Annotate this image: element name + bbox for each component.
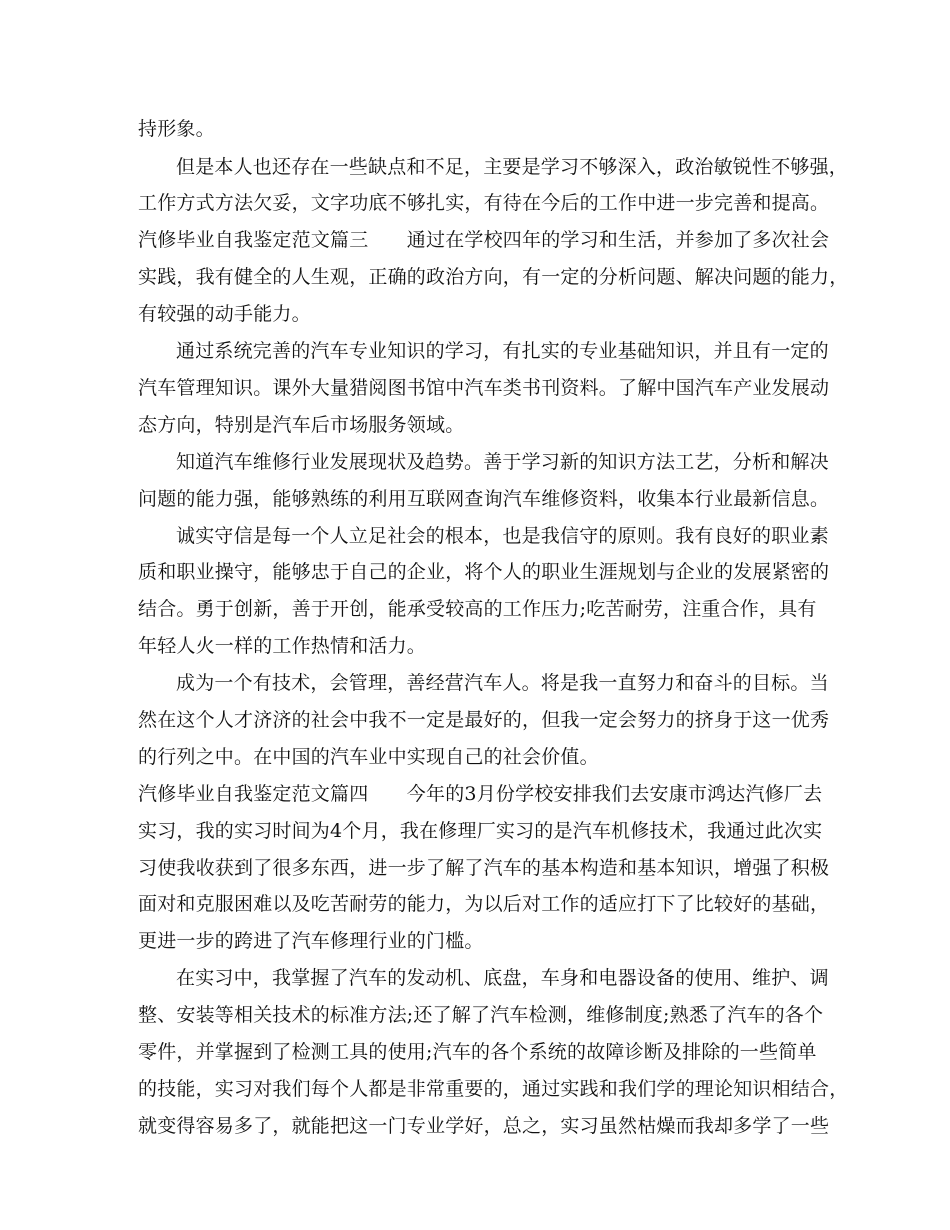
text-line: 实习，我的实习时间为4个月，我在修理厂实习的是汽车机修技术，我通过此次实 <box>138 820 823 842</box>
text-line: 更进一步的跨进了汽车修理行业的门槛。 <box>138 930 484 952</box>
text-line: 实践，我有健全的人生观，正确的政治方向，有一定的分析问题、解决问题的能力， <box>138 266 849 288</box>
text-line: 整、安装等相关技术的标准方法;还了解了汽车检测，维修制度;熟悉了汽车的各个 <box>138 1004 824 1026</box>
text-line: 汽车管理知识。课外大量猎阅图书馆中汽车类书刊资料。了解中国汽车产业发展动 <box>138 377 830 399</box>
text-line: 汽修毕业自我鉴定范文篇三 通过在学校四年的学习和生活，并参加了多次社会 <box>138 229 830 251</box>
text-line: 诚实守信是每一个人立足社会的根本，也是我信守的原则。我有良好的职业素 <box>176 525 829 547</box>
text-line: 态方向，特别是汽车后市场服务领域。 <box>138 414 465 436</box>
text-line: 在实习中，我掌握了汽车的发动机、底盘，车身和电器设备的使用、维护、调 <box>176 967 829 989</box>
text-line: 质和职业操守，能够忠于自己的企业，将个人的职业生涯规划与企业的发展紧密的 <box>138 561 830 583</box>
text-line: 的行列之中。在中国的汽车业中实现自己的社会价值。 <box>138 746 599 768</box>
text-line: 问题的能力强，能够熟练的利用互联网查询汽车维修资料，收集本行业最新信息。 <box>138 488 830 510</box>
text-line: 但是本人也还存在一些缺点和不足，主要是学习不够深入，政治敏锐性不够强， <box>176 156 849 178</box>
text-line: 面对和克服困难以及吃苦耐劳的能力，为以后对工作的适应打下了比较好的基础， <box>138 893 830 915</box>
text-line: 零件，并掌握到了检测工具的使用;汽车的各个系统的故障诊断及排除的一些简单 <box>138 1041 817 1063</box>
text-line: 工作方式方法欠妥，文字功底不够扎实，有待在今后的工作中进一步完善和提高。 <box>138 192 830 214</box>
text-line: 有较强的动手能力。 <box>138 303 311 325</box>
text-line: 的技能，实习对我们每个人都是非常重要的，通过实践和我们学的理论知识相结合， <box>138 1078 849 1100</box>
text-line: 然在这个人才济济的社会中我不一定是最好的，但我一定会努力的挤身于这一优秀 <box>138 709 830 731</box>
text-line: 知道汽车维修行业发展现状及趋势。善于学习新的知识方法工艺，分析和解决 <box>176 451 829 473</box>
text-line: 习使我收获到了很多东西，进一步了解了汽车的基本构造和基本知识，增强了积极 <box>138 857 830 879</box>
text-line: 结合。勇于创新，善于开创，能承受较高的工作压力;吃苦耐劳，注重合作，具有 <box>138 598 817 620</box>
text-line: 年轻人火一样的工作热情和活力。 <box>138 635 427 657</box>
text-line: 持形象。 <box>138 118 215 140</box>
text-line: 就变得容易多了，就能把这一门专业学好，总之，实习虽然枯燥而我却多学了一些 <box>138 1115 830 1137</box>
text-line: 成为一个有技术，会管理，善经营汽车人。将是我一直努力和奋斗的目标。当 <box>176 672 829 694</box>
text-line: 汽修毕业自我鉴定范文篇四 今年的3月份学校安排我们去安康市鸿达汽修厂去 <box>138 783 823 805</box>
text-line: 通过系统完善的汽车专业知识的学习，有扎实的专业基础知识，并且有一定的 <box>176 340 829 362</box>
